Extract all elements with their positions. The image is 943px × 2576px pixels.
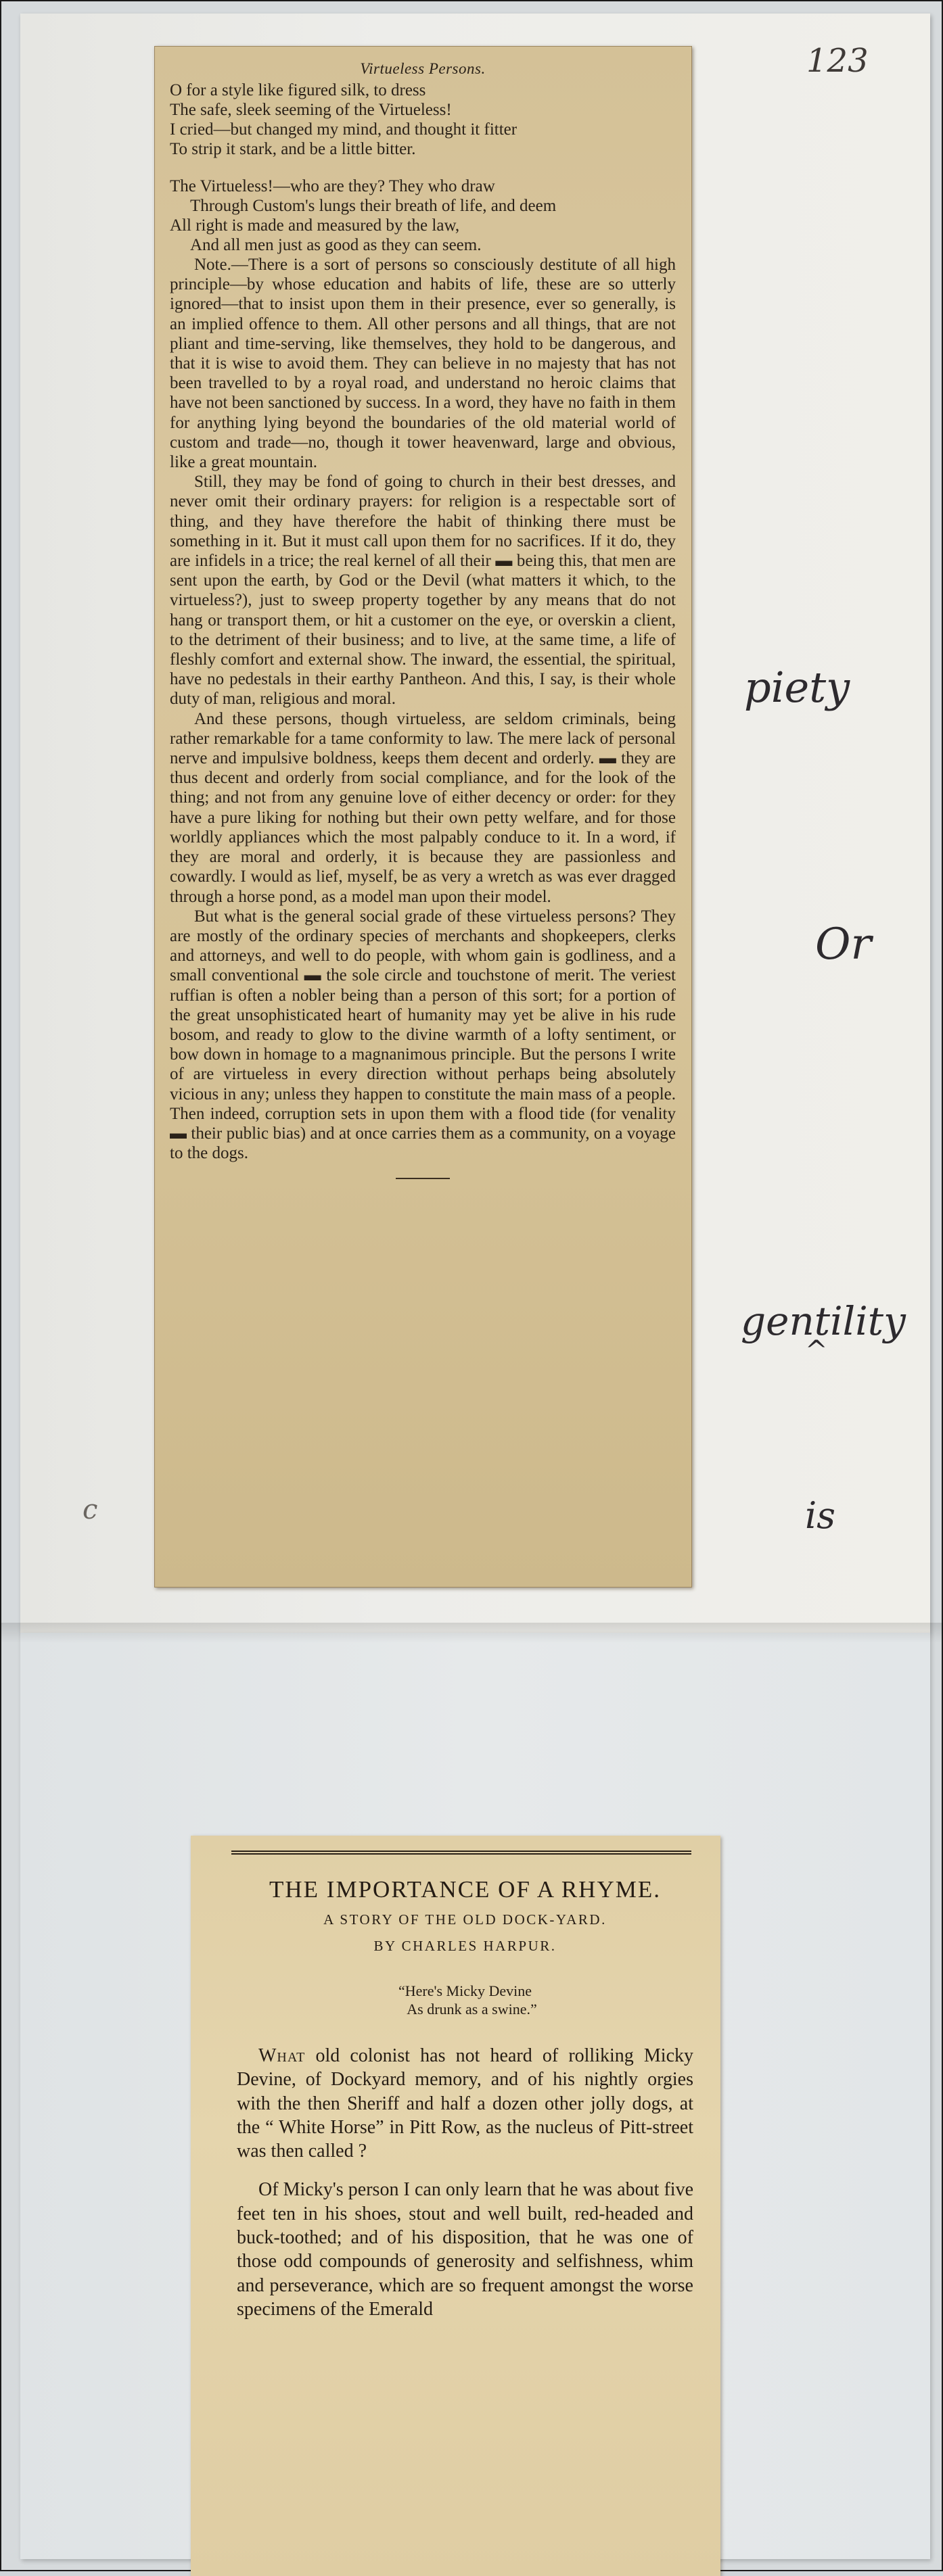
story-subhead: A STORY OF THE OLD DOCK-YARD. (323, 1911, 607, 1928)
paragraph: Of Micky's person I can only learn that he was about five feet ten in his shoes, stout and well built, red-headed and buck-toothed; and of his disposition, that he was one of those odd compounds of generosity and selfishness, whim and perseverance, which are so frequent amongst the worse specimens of the Emerald (237, 2179, 693, 2320)
page-fold-shadow (0, 1623, 943, 1643)
clipping-importance-of-a-rhyme (191, 1836, 720, 2576)
paragraph-text: old colonist has not heard of rolliking Micky Devine, of Dockyard memory, and of his nightly orgies with the then Sheriff and half a dozen other jolly dogs, at the “ White Horse” in Pitt Row, as the nucleus of Pitt-street was then called ? (237, 2045, 693, 2162)
verse-line: To strip it stark, and be a little bitter. (170, 140, 416, 158)
note-paragraph: Note.—There is a sort of persons so consciously destitute of all high principle—by whose education and habits of life, these are so utterly ignored—that to insist upon them in their presence, ever so generally, is an implied offence to them. All other persons and all things, that are not pliant and time-serving, like themselves, they hold to be dangerous, and that it is wise to avoid them. They can believe in no majesty that has not been travelled to by a royal road, and understand no heroic claims that have not been sanctioned by success. In a word, they have no faith in them for anything lying beyond the boundaries of the old material world of custom and trade—no, though it tower heavenward, large and obvious, like a great mountain. (170, 256, 676, 472)
epigraph (237, 1982, 693, 2018)
marginal-note-gentility: gentility (741, 1298, 906, 1344)
verse-line: The safe, sleek seeming of the Virtueless! (170, 101, 452, 119)
verse-line: O for a style like figured silk, to dress (170, 81, 426, 99)
page-number: 123 (806, 42, 869, 80)
insertion-caret: ^ (805, 1335, 828, 1366)
verse-line: I cried—but changed my mind, and thought it fitter (170, 120, 518, 139)
paragraph: Still, they may be fond of going to church in their best dresses, and never omit their ordinary prayers: for religion is a respectable sort of thing, and they have therefore the habit of thinking there must be something in it. But it must call upon them for no sacrifices. If it do, they are infidels in a trice; the real kernel of all their ▬ being this, that men are sent upon the earth, by God or the Devil (what matters it which, to the virtueless?), just to sweep property together by any means that do not hang or transport them, or hit a customer on the eye, or overskin a client, to the detriment of their business; and to live, at the same time, a life of fleshly comfort and external show. The inward, the essential, the spiritual, have no pedestals in their earthy Pantheon. And this, I say, is their whole duty of man, religious and moral. (170, 473, 676, 709)
verse-line: And all men just as good as they can seem. (190, 236, 482, 254)
lead-word: What (258, 2045, 306, 2066)
story-body (237, 2044, 693, 2321)
verse-stanza-2 (170, 176, 676, 255)
paragraph (237, 2044, 693, 2163)
clipping-prose (170, 255, 676, 1163)
clipping-title: Virtueless Persons. (360, 60, 486, 77)
end-rule (396, 1178, 450, 1179)
marginal-note-is: is (805, 1494, 835, 1537)
verse-stanza-1 (170, 80, 676, 159)
paragraph: But what is the general social grade of these virtueless persons? They are mostly of the ordinary species of merchants and shopkeepers, clerks and attorneys, and well to do people, with whom gain is godliness, and a small conventional ▬ the sole circle and touchstone of merit. The veriest ruffian is often a nobler being than a person of this sort; for a portion of the great unsophisticated heart of humanity may yet be alive in his rude bosom, and ready to glow to the divine warmth of a lofty sentiment, or bow down in homage to a magnanimous principle. But the persons I write of are virtueless in every direction without perhaps being absolutely vicious in any; unless they happen to constitute the main mass of a people. Then indeed, corruption sets in upon them with a flood tide (for venality ▬ their public bias) and at once carries them as a community, on a voyage to the dogs. (170, 907, 676, 1163)
verse-line: All right is made and measured by the law, (170, 216, 460, 235)
story-byline: BY CHARLES HARPUR. (373, 1938, 557, 1954)
marginal-mark-left: c (83, 1494, 98, 1525)
epigraph-line: As drunk as a swine.” (407, 2001, 537, 2018)
double-rule (231, 1851, 691, 1855)
clipping-virtueless-persons (154, 46, 692, 1588)
verse-line: The Virtueless!—who are they? They who draw (170, 177, 495, 195)
paragraph: And these persons, though virtueless, are seldom criminals, being rather remarkable for a tame conformity to law. The mere lack of personal nerve and impulsive boldness, keeps them decent and orderly. ▬ they are thus decent and orderly from social compliance, and for the look of the thing; and not from any genuine love of either decency or order: for they have a pure liking for nothing but their own petty welfare, and for those worldly appliances which the most palpably conduce to it. In a word, if they are moral and orderly, it is because they are passionless and cowardly. I would as lief, myself, be as very a wretch as was ever dragged through a horse pond, as a model man upon their model. (170, 709, 676, 906)
story-headline: THE IMPORTANCE OF A RHYME. (269, 1876, 661, 1903)
marginal-note-or: Or (815, 920, 872, 970)
epigraph-line: “Here's Micky Devine (398, 1982, 532, 1999)
marginal-note-piety: piety (744, 663, 850, 712)
verse-line: Through Custom's lungs their breath of life, and deem (190, 197, 557, 215)
